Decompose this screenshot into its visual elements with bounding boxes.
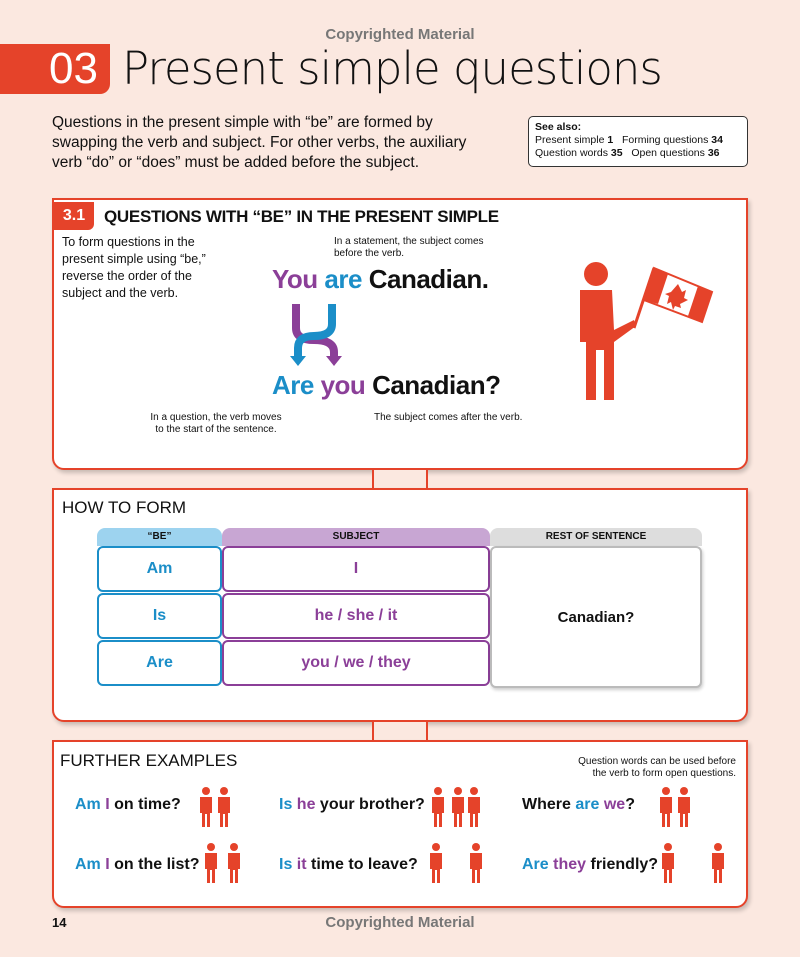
page-number: 14 xyxy=(52,915,67,930)
copyright-bottom: Copyrighted Material xyxy=(325,914,475,931)
note-question-words: Question words can be used before the verb to form open questions. xyxy=(578,756,736,779)
page-title: Present simple questions xyxy=(122,42,662,95)
how-to-form-title: HOW TO FORM xyxy=(62,498,187,517)
verb-word: Are xyxy=(272,370,314,400)
note-subject: The subject comes after the verb. xyxy=(374,412,523,423)
be-cell: Is xyxy=(97,593,222,639)
example-sentence: Where are we? xyxy=(522,796,635,813)
section-description: To form questions in the present simple using “be,” reverse the order of the subject and the verb. xyxy=(62,235,206,300)
copyright-top: Copyrighted Material xyxy=(325,26,475,43)
see-also-link[interactable]: Forming questions xyxy=(621,134,709,146)
example-sentence: Are they friendly? xyxy=(522,856,659,873)
ref-num: 36 xyxy=(707,147,720,159)
be-cell: Are xyxy=(97,640,222,686)
subject-word: You xyxy=(272,264,318,294)
see-also-link[interactable]: Open questions xyxy=(631,147,705,159)
subject-cell: I xyxy=(222,546,490,592)
see-also-label: See also: xyxy=(535,121,582,133)
header-subject: SUBJECT xyxy=(222,528,490,546)
be-cell: Am xyxy=(97,546,222,592)
section-number: 3.1 xyxy=(54,202,94,230)
example-sentence: Am I on the list? xyxy=(75,856,200,873)
see-also-link[interactable]: Present simple xyxy=(535,134,605,146)
further-examples-title: FURTHER EXAMPLES xyxy=(60,751,238,770)
header-rest: REST OF SENTENCE xyxy=(490,528,702,546)
rest-words: Canadian. xyxy=(368,264,489,294)
see-also-link[interactable]: Question words xyxy=(535,147,608,159)
example-sentence: Is he your brother? xyxy=(279,796,425,813)
rest-cell: Canadian? xyxy=(490,546,702,688)
intro-text: Questions in the present simple with “be” are formed by swapping the verb and subject. For other verbs, the auxiliary verb “do” or “does” must be added before the subject. xyxy=(52,114,467,171)
note-statement: In a statement, the subject comes before the verb. xyxy=(334,236,484,259)
ref-num: 34 xyxy=(711,134,723,146)
subject-cell: you / we / they xyxy=(222,640,490,686)
example-sentence: Am I on time? xyxy=(75,796,181,813)
note-verb: In a question, the verb moves to the start of the sentence. xyxy=(150,412,282,435)
subject-cell: he / she / it xyxy=(222,593,490,639)
ref-num: 35 xyxy=(610,147,623,159)
section-title: QUESTIONS WITH “BE” IN THE PRESENT SIMPLE xyxy=(104,207,499,226)
ref-num: 1 xyxy=(607,134,614,146)
chapter-number: 03 xyxy=(0,44,110,94)
example-sentence: Is it time to leave? xyxy=(279,856,418,873)
verb-word: are xyxy=(324,264,362,294)
rest-words: Canadian? xyxy=(372,370,501,400)
subject-word: you xyxy=(320,370,366,400)
header-be: “BE” xyxy=(97,528,222,546)
